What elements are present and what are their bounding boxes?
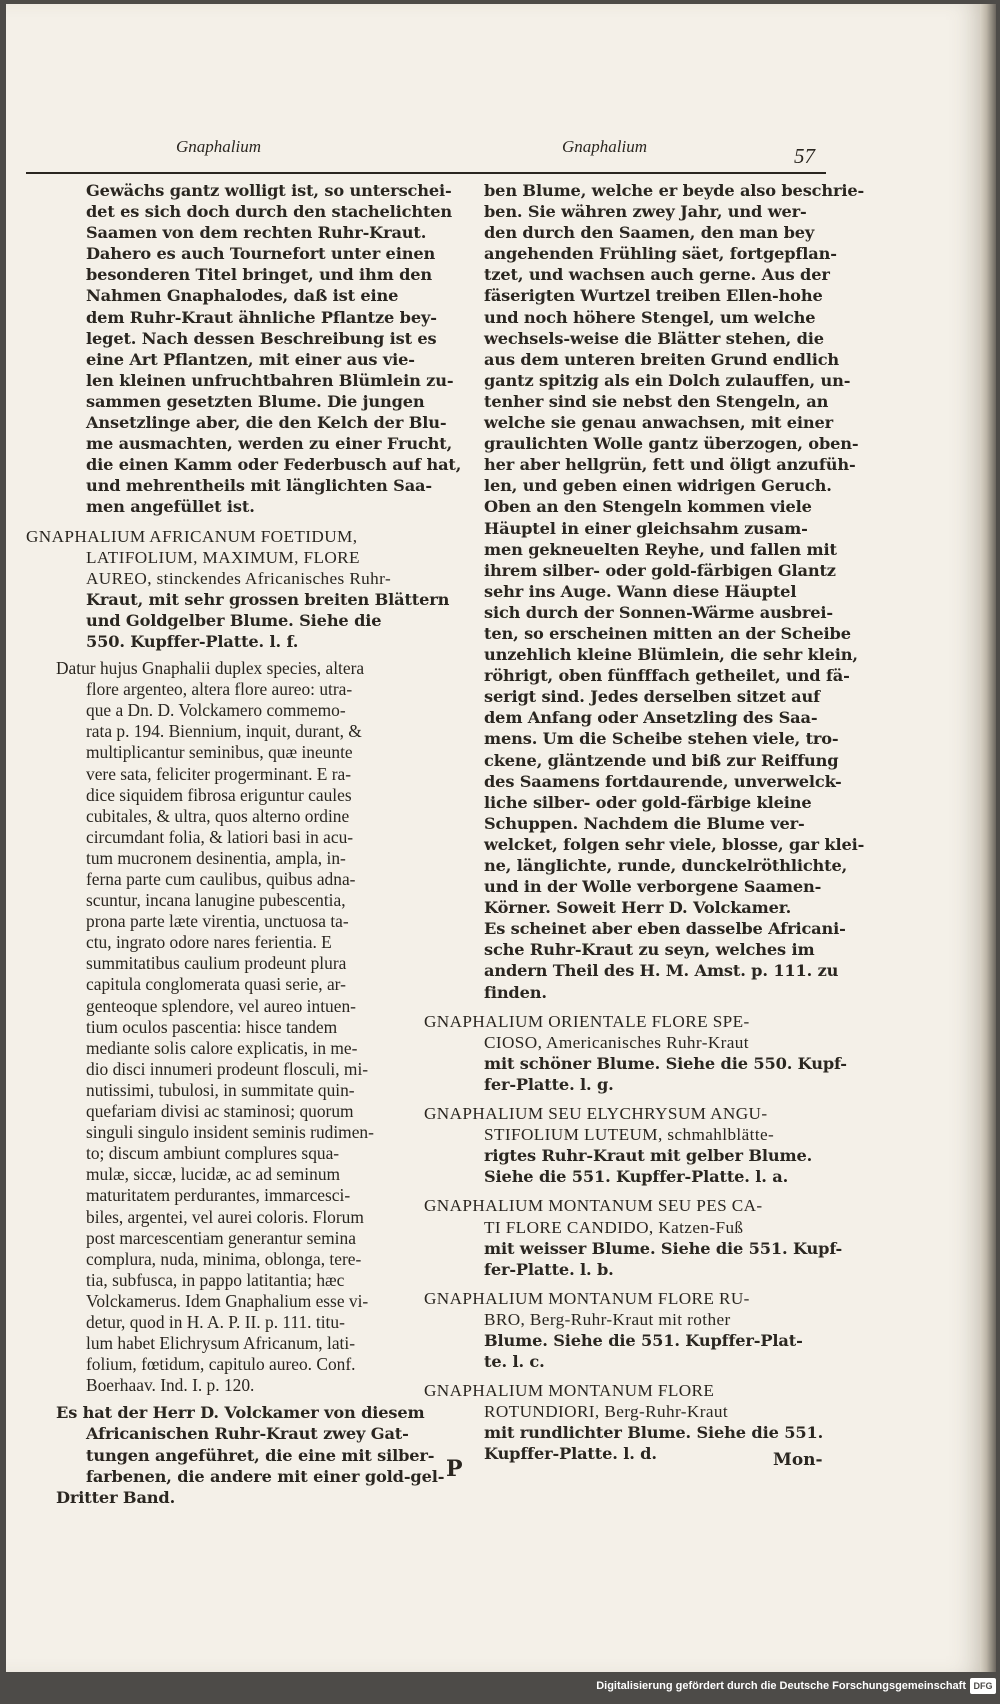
text-line: GNAPHALIUM SEU ELYCHRYSUM ANGU- — [424, 1104, 768, 1124]
text-line: ben Blume, welche er beyde also beschrie- — [484, 181, 865, 200]
text-line: que a Dn. D. Volckamero commemo- — [86, 700, 346, 721]
text-line: eine Art Pflantzen, mit einer aus vie- — [86, 349, 415, 369]
text-line: serigt sind. Jedes derselben sitzet auf — [484, 687, 820, 707]
text-line: unzehlich kleine Blümlein, die sehr klein, — [484, 645, 858, 665]
text-line: rigtes Ruhr-Kraut mit gelber Blume. — [484, 1146, 813, 1166]
text-line: röhrigt, oben fünfffach getheilet, und fä- — [484, 666, 850, 686]
text-line: Kupffer-Platte. l. d. — [484, 1444, 657, 1464]
text-line: mulæ, siccæ, lucidæ, ac ad seminum — [86, 1164, 341, 1185]
text-line: lum habet Elichrysum Africanum, lati- — [86, 1333, 356, 1354]
text-line: sammen gesetzten Blume. Die jungen — [86, 391, 425, 411]
text-line — [26, 518, 421, 526]
text-line: flore argenteo, altera flore aureo: utra- — [86, 679, 353, 700]
text-line: Boerhaav. Ind. I. p. 120. — [86, 1375, 255, 1396]
text-line: und noch höhere Stengel, um welche — [484, 307, 816, 327]
text-line: CIOSO, Americanisches Ruhr-Kraut — [484, 1032, 749, 1052]
text-line: dio disci innumeri prodeunt flosculi, mi- — [86, 1058, 369, 1079]
text-line: Africanischen Ruhr-Kraut zwey Gat- — [86, 1424, 409, 1444]
text-line: circumdant folia, & latiori basi in acu- — [86, 826, 354, 847]
text-line: det es sich doch durch den stachelichten — [86, 202, 453, 222]
text-line: BRO, Berg-Ruhr-Kraut mit rother — [484, 1309, 731, 1329]
text-line: biles, argentei, vel aurei coloris. Florum — [86, 1206, 364, 1227]
text-line: Schuppen. Nachdem die Blume ver- — [484, 813, 805, 833]
text-line: welcket, folgen sehr viele, blosse, gar klei- — [484, 834, 865, 854]
text-line: fäserigten Wurtzel treiben Ellen-hohe — [484, 286, 823, 306]
text-line: GNAPHALIUM AFRICANUM FOETIDUM, — [26, 526, 358, 546]
text-line: Saamen von dem rechten Ruhr-Kraut. — [86, 223, 427, 243]
text-line: fer-Platte. l. b. — [484, 1259, 614, 1279]
text-line — [424, 1187, 824, 1195]
text-line: finden. — [484, 982, 547, 1002]
text-line: dice siquidem fibrosa eriguntur caules — [86, 784, 352, 805]
text-line: den durch den Saamen, den man bey — [484, 223, 815, 243]
text-line: sche Ruhr-Kraut zu seyn, welches im — [484, 940, 815, 960]
text-line: nutissimi, tubulosi, in summitate quin- — [86, 1079, 355, 1100]
text-line: maturitatem perdurantes, immarcesci- — [86, 1185, 351, 1206]
text-line — [424, 1280, 824, 1288]
page-number: 57 — [794, 144, 815, 168]
funding-note: Digitalisierung gefördert durch die Deutsche Forschungsgemeinschaft — [596, 1680, 966, 1692]
text-line — [424, 1003, 824, 1011]
text-line: men gekneuelten Reyhe, und fallen mit — [484, 539, 837, 559]
text-line: tungen angeführet, die eine mit silber- — [86, 1445, 435, 1465]
text-line: len kleinen unfruchtbahren Blümlein zu- — [86, 370, 454, 390]
text-line: besonderen Titel bringet, und ihm den — [86, 265, 433, 285]
text-line: 550. Kupffer-Platte. l. f. — [86, 631, 299, 651]
text-line — [424, 1372, 824, 1380]
text-line: Nahmen Gnaphalodes, daß ist eine — [86, 286, 399, 306]
text-line: liche silber- oder gold-färbige kleine — [484, 792, 812, 812]
text-line — [424, 1095, 824, 1103]
text-line: mit schöner Blume. Siehe die 550. Kupf- — [484, 1053, 847, 1073]
text-line: Körner. Soweit Herr D. Volckamer. — [484, 898, 792, 918]
text-line: Siehe die 551. Kupffer-Platte. l. a. — [484, 1167, 789, 1187]
dfg-logo: DFG — [970, 1678, 996, 1694]
header-rule — [26, 172, 826, 174]
text-line: gantz spitzig als ein Dolch zulauffen, un- — [484, 370, 851, 390]
text-line: ten, so erscheinen mitten an der Scheibe — [484, 623, 851, 643]
text-line: dem Ruhr-Kraut ähnliche Pflantze bey- — [86, 307, 437, 327]
text-line: vere sata, feliciter progerminant. E ra- — [86, 763, 352, 784]
text-line: ROTUNDIORI, Berg-Ruhr-Kraut — [484, 1402, 729, 1422]
text-line: des Saamens fortdaurende, unverwelck- — [484, 771, 842, 791]
text-line: genteoque splendore, vel aureo intuen- — [86, 995, 356, 1016]
text-line: to; discum ambiunt complures squa- — [86, 1143, 340, 1164]
text-line: fer-Platte. l. g. — [484, 1074, 614, 1094]
text-line: capitula conglomerata quasi serie, ar- — [86, 974, 346, 995]
text-line: te. l. c. — [484, 1352, 545, 1372]
catchword: Mon- — [773, 1450, 823, 1470]
text-line: Blume. Siehe die 551. Kupffer-Plat- — [484, 1330, 803, 1350]
text-line: wechsels-weise die Blätter stehen, die — [484, 328, 824, 348]
text-line: scuntur, incana lanugine pubescentia, — [86, 890, 346, 911]
text-line: men angefüllet ist. — [86, 497, 255, 517]
book-page — [6, 4, 980, 1672]
text-line: mit rundlichter Blume. Siehe die 551. — [484, 1423, 824, 1443]
text-line: len, und geben einen widrigen Geruch. — [484, 476, 832, 496]
text-line: mens. Um die Scheibe stehen viele, tro- — [484, 729, 839, 749]
text-line: cubitales, & ultra, quos alterno ordine — [86, 805, 350, 826]
page-fore-edge — [980, 4, 996, 1672]
text-line: GNAPHALIUM ORIENTALE FLORE SPE- — [424, 1011, 750, 1031]
text-line: Dahero es auch Tournefort unter einen — [86, 244, 436, 264]
text-line: multiplicantur seminibus, quæ ineunte — [86, 742, 353, 763]
text-line: ferna parte cum caulibus, quibus adna- — [86, 869, 356, 889]
text-line: mit weisser Blume. Siehe die 551. Kupf- — [484, 1238, 843, 1258]
text-line: GNAPHALIUM MONTANUM FLORE — [424, 1381, 715, 1401]
text-line: angehenden Frühling säet, fortgepflan- — [484, 244, 837, 264]
text-line: sich durch der Sonnen-Wärme ausbrei- — [484, 602, 833, 622]
text-line: Häuptel in einer gleichsahm zusam- — [484, 518, 808, 538]
text-line: LATIFOLIUM, MAXIMUM, FLORE — [86, 547, 360, 567]
text-line: AUREO, stinckendes Africanisches Ruhr- — [86, 568, 392, 588]
text-line: aus dem unteren breiten Grund endlich — [484, 349, 840, 369]
text-line: dem Anfang oder Ansetzling des Saa- — [484, 708, 818, 728]
text-line: ctu, ingrato odore nares ferientia. E — [86, 932, 332, 953]
text-line: folium, fœtidum, capitulo aureo. Conf. — [86, 1354, 356, 1375]
signature-mark: P — [446, 1456, 463, 1482]
text-line: andern Theil des H. M. Amst. p. 111. zu — [484, 961, 839, 981]
text-line: und in der Wolle verborgene Saamen- — [484, 877, 822, 897]
text-line: Gewächs gantz wolligt ist, so unterschei- — [86, 181, 452, 200]
text-line: tzet, und wachsen auch gerne. Aus der — [484, 265, 830, 285]
running-head-left: Gnaphalium — [176, 137, 261, 156]
text-line: complura, nuda, minima, oblonga, tere- — [86, 1248, 362, 1269]
text-line: post marcescentiam generantur semina — [86, 1227, 356, 1248]
text-line: mediante solis calore explicatis, in me- — [86, 1037, 358, 1058]
text-line: summitatibus caulium prodeunt plura — [86, 953, 347, 974]
text-line: farbenen, die andere mit einer gold-gel- — [86, 1466, 445, 1486]
text-line: detur, quod in H. A. P. II. p. 111. titu- — [86, 1311, 345, 1332]
text-line: quefariam divisi ac staminosi; quorum — [86, 1101, 354, 1122]
text-line: tenher sind sie nebst den Stengeln, an — [484, 391, 829, 411]
text-line: ben. Sie währen zwey Jahr, und wer- — [484, 202, 807, 222]
text-line: Ansetzlinge aber, die den Kelch der Blu- — [86, 413, 447, 433]
text-line: leget. Nach dessen Beschreibung ist es — [86, 328, 437, 348]
text-line: tia, subfusca, in pappo latitantia; hæc — [86, 1269, 345, 1290]
text-line: GNAPHALIUM MONTANUM SEU PES CA- — [424, 1196, 763, 1216]
text-line: Kraut, mit sehr grossen breiten Blättern — [86, 589, 450, 609]
text-line: Dritter Band. — [56, 1487, 176, 1507]
text-line: prona parte læte virentia, unctuosa ta- — [86, 911, 349, 932]
text-line: die einen Kamm oder Federbusch auf hat, — [86, 455, 462, 475]
left-column — [26, 180, 462, 1508]
right-column — [424, 180, 865, 1465]
text-line: GNAPHALIUM MONTANUM FLORE RU- — [424, 1288, 750, 1308]
text-line: Es scheinet aber eben dasselbe Africani- — [484, 919, 846, 939]
text-line: ne, länglichte, runde, dunckelröthlichte, — [484, 856, 848, 875]
text-line: Datur hujus Gnaphalii duplex species, altera — [56, 658, 365, 679]
text-line: singuli singulo insident seminis rudimen- — [86, 1122, 374, 1143]
text-line: Es hat der Herr D. Volckamer von diesem — [56, 1403, 425, 1423]
text-line: sehr ins Auge. Wann diese Häuptel — [484, 581, 797, 601]
text-line: TI FLORE CANDIDO, Katzen-Fuß — [484, 1217, 744, 1237]
text-line: ihrem silber- oder gold-färbigen Glantz — [484, 560, 836, 580]
text-line: rata p. 194. Biennium, inquit, durant, & — [86, 721, 362, 742]
running-head-right: Gnaphalium — [562, 137, 647, 156]
text-line: welche sie genau anwachsen, mit einer — [484, 413, 834, 433]
text-line: her aber hellgrün, fett und öligt anzufüh- — [484, 455, 856, 475]
text-line: ckene, gläntzende und biß zur Reiffung — [484, 750, 839, 770]
text-line: graulichten Wolle gantz überzogen, oben- — [484, 434, 859, 454]
text-line: und Goldgelber Blume. Siehe die — [86, 610, 382, 630]
text-line: Volckamerus. Idem Gnaphalium esse vi- — [86, 1290, 369, 1311]
text-line: me ausmachten, werden zu einer Frucht, — [86, 434, 453, 454]
text-line: tium oculos pascentia: hisce tandem — [86, 1016, 338, 1037]
text-line: STIFOLIUM LUTEUM, schmahlblätte- — [484, 1125, 775, 1145]
text-line: tum mucronem desinentia, ampla, in- — [86, 847, 346, 868]
text-line: und mehrentheils mit länglichten Saa- — [86, 476, 432, 496]
text-line: Oben an den Stengeln kommen viele — [484, 497, 812, 517]
